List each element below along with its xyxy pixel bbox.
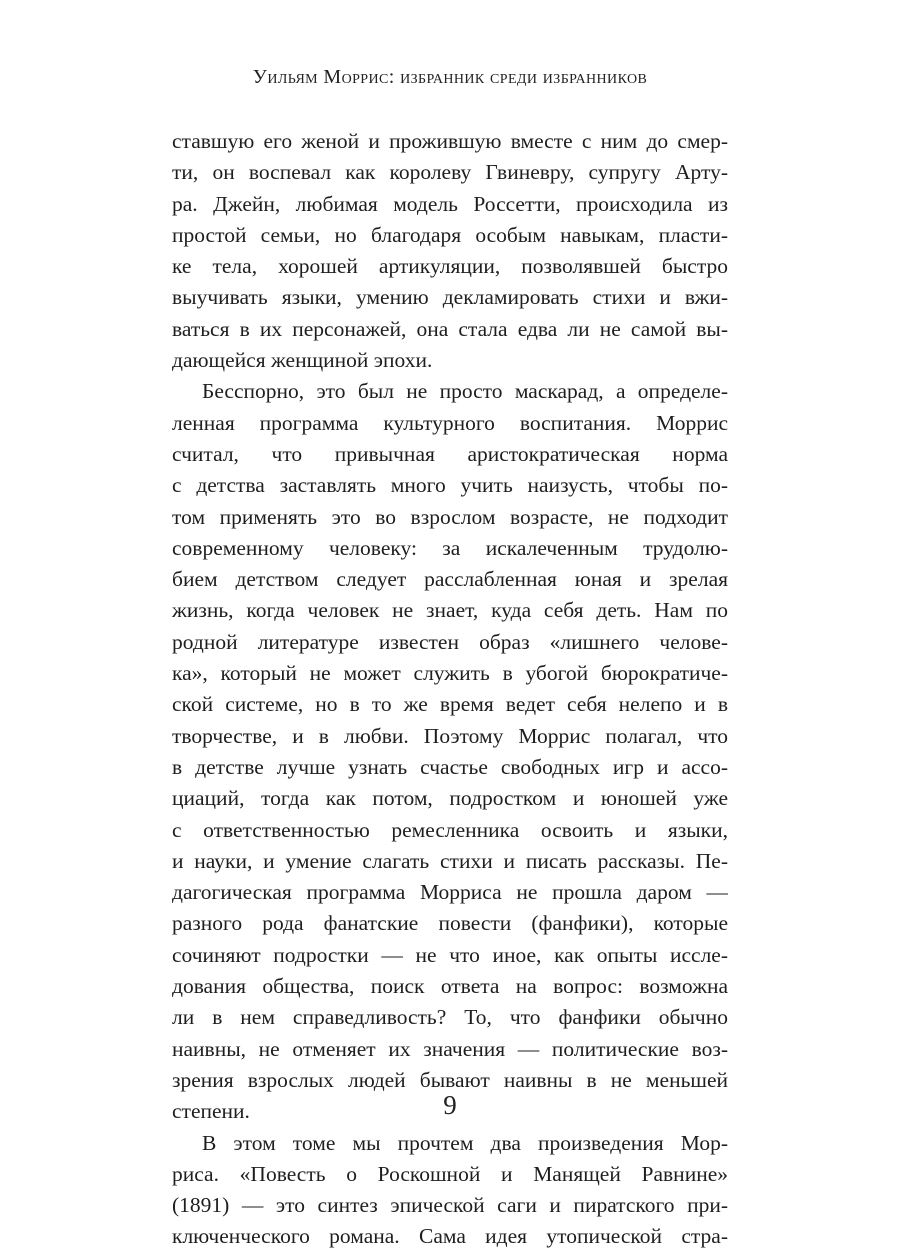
- text-line: творчестве, и в любви. Поэтому Моррис полагал, что: [172, 723, 728, 748]
- text-line: циаций, тогда как потом, подростком и юношей уже: [172, 786, 728, 811]
- text-line: ли в нем справедливость? То, что фанфики обычно: [172, 1005, 728, 1030]
- text-line: В этом томе мы прочтем два произведения Мор-: [202, 1130, 728, 1155]
- text-line: ставшую его женой и прожившую вместе с ним до смер-: [172, 129, 728, 153]
- text-line: ра. Джейн, любимая модель Россетти, происходила из: [172, 191, 728, 216]
- text-line: ка», который не может служить в убогой бюрократиче-: [172, 661, 728, 686]
- text-line: выучивать языки, умению декламировать стихи и вжи-: [172, 285, 728, 310]
- text-line: жизнь, когда человек не знает, куда себя деть. Нам по: [172, 598, 728, 623]
- text-line: и науки, и умение слагать стихи и писать рассказы. Пе-: [172, 848, 728, 873]
- text-line: современному человеку: за искалеченным трудолю-: [172, 535, 728, 560]
- text-line: родной литературе известен образ «лишнего челове-: [172, 629, 728, 654]
- text-line: (1891) — это синтез эпической саги и пиратского при-: [172, 1193, 728, 1218]
- text-line: Бесспорно, это был не просто маскарад, а определе-: [202, 379, 728, 404]
- page-number: 9: [443, 1090, 457, 1120]
- text-line: дающейся женщиной эпохи.: [172, 348, 433, 373]
- text-line: считал, что привычная аристократическая норма: [172, 441, 728, 466]
- text-line: ке тела, хорошей артикуляции, позволявшей быстро: [172, 254, 728, 279]
- text-line: зрения взрослых людей бывают наивны в не меньшей: [172, 1067, 728, 1092]
- text-line: простой семьи, но благодаря особым навыкам, пласти-: [172, 222, 728, 247]
- text-line: сочиняют подростки — не что иное, как опыты иссле-: [172, 942, 728, 967]
- text-line: ваться в их персонажей, она стала едва ли не самой вы-: [172, 316, 728, 341]
- text-line: дования общества, поиск ответа на вопрос: возможна: [172, 974, 728, 999]
- text-line: ключенческого романа. Сама идея утопической стра-: [172, 1224, 728, 1249]
- text-line: в детстве лучше узнать счастье свободных игр и ассо-: [172, 754, 728, 779]
- text-line: с ответственностью ремесленника освоить и языки,: [172, 817, 728, 842]
- body-text: [172, 126, 728, 1253]
- text-line: риса. «Повесть о Роскошной и Манящей Равнине»: [172, 1161, 728, 1186]
- text-line: ти, он воспевал как королеву Гвиневру, супругу Арту-: [172, 160, 728, 185]
- text-line: бием детством следует расслабленная юная и зрелая: [172, 567, 728, 592]
- text-line: дагогическая программа Морриса не прошла даром —: [172, 880, 728, 905]
- text-line: ской системе, но в то же время ведет себя нелепо и в: [172, 692, 728, 717]
- text-line: степени.: [172, 1099, 250, 1124]
- text-line: разного рода фанатские повести (фанфики), которые: [172, 911, 728, 936]
- text-line: ленная программа культурного воспитания. Моррис: [172, 410, 728, 435]
- text-line: с детства заставлять много учить наизусть, чтобы по-: [172, 473, 728, 498]
- text-line: наивны, не отменяет их значения — политические воз-: [172, 1036, 728, 1061]
- running-head: Уильям Моррис: избранник среди избранников: [252, 66, 648, 88]
- text-line: том применять это во взрослом возрасте, не подходит: [172, 504, 728, 529]
